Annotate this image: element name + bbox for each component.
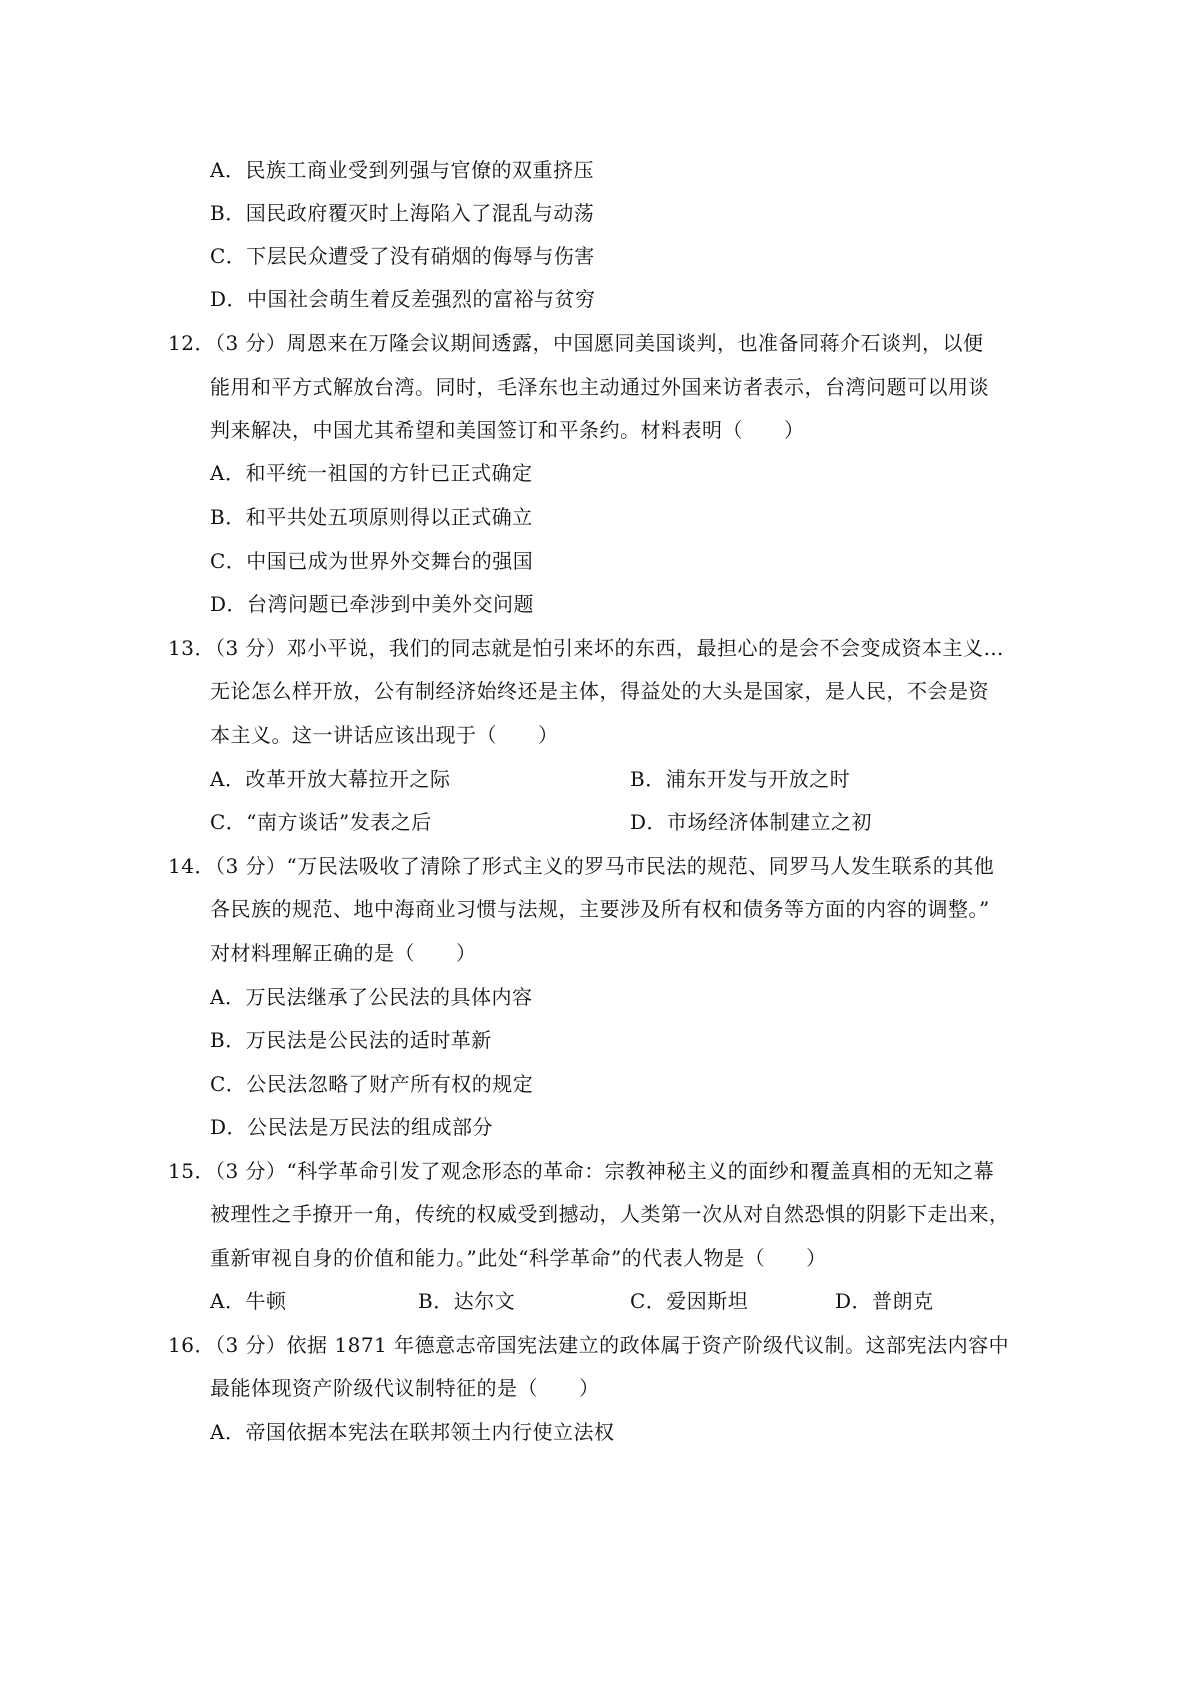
q15-option-c: C．爱因斯坦 xyxy=(630,1289,749,1313)
q16-stem-line2: 最能体现资产阶级代议制特征的是（ ） xyxy=(210,1376,600,1400)
q15-option-b: B．达尔文 xyxy=(418,1289,516,1313)
q13-option-c: C．“南方谈话”发表之后 xyxy=(210,810,432,834)
q12-stem-line2: 能用和平方式解放台湾。同时，毛泽东也主动通过外国来访者表示，台湾问题可以用谈 xyxy=(210,375,989,399)
q15-option-d: D．普朗克 xyxy=(835,1289,934,1313)
q15-option-a: A．牛顿 xyxy=(210,1289,287,1313)
q11-option-c: C．下层民众遭受了没有硝烟的侮辱与伤害 xyxy=(210,244,595,268)
q13-option-d: D．市场经济体制建立之初 xyxy=(630,810,873,834)
q14-stem-line3: 对材料理解正确的是（ ） xyxy=(210,941,477,965)
q14-option-d: D．公民法是万民法的组成部分 xyxy=(210,1115,494,1139)
q12-stem-line3: 判来解决，中国尤其希望和美国签订和平条约。材料表明（ ） xyxy=(210,418,805,442)
q14-stem-line2: 各民族的规范、地中海商业习惯与法规，主要涉及所有权和债务等方面的内容的调整。” xyxy=(210,897,990,921)
q12-option-c: C．中国已成为世界外交舞台的强国 xyxy=(210,549,534,573)
q12-option-b: B．和平共处五项原则得以正式确立 xyxy=(210,505,533,529)
q13-stem-line2: 无论怎么样开放，公有制经济始终还是主体，得益处的大头是国家，是人民，不会是资 xyxy=(210,679,989,703)
q12-option-a: A．和平统一祖国的方针已正式确定 xyxy=(210,461,533,485)
q11-option-a: A．民族工商业受到列强与官僚的双重挤压 xyxy=(210,158,594,182)
q12-option-d: D．台湾问题已牵涉到中美外交问题 xyxy=(210,592,535,616)
q14-option-b: B．万民法是公民法的适时革新 xyxy=(210,1028,492,1052)
q14-option-c: C．公民法忽略了财产所有权的规定 xyxy=(210,1072,534,1096)
q15-stem-line2: 被理性之手撩开一角，传统的权威受到撼动，人类第一次从对自然恐惧的阴影下走出来， xyxy=(210,1202,1010,1226)
q14-option-a: A．万民法继承了公民法的具体内容 xyxy=(210,985,533,1009)
q16-option-a: A．帝国依据本宪法在联邦领土内行使立法权 xyxy=(210,1420,615,1444)
q15-stem-line1: 15．（3 分）“科学革命引发了观念形态的革命：宗教神秘主义的面纱和覆盖真相的无知之幕 xyxy=(168,1159,995,1183)
q11-option-d: D．中国社会萌生着反差强烈的富裕与贫穷 xyxy=(210,287,596,311)
q13-option-a: A．改革开放大幕拉开之际 xyxy=(210,767,451,791)
q15-stem-line3: 重新审视自身的价值和能力。”此处“科学革命”的代表人物是（ ） xyxy=(210,1246,827,1270)
q11-option-b: B．国民政府覆灭时上海陷入了混乱与动荡 xyxy=(210,201,595,225)
q12-stem-line1: 12．（3 分）周恩来在万隆会议期间透露，中国愿同美国谈判，也准备同蒋介石谈判，以便 xyxy=(168,331,984,355)
q14-stem-line1: 14．（3 分）“万民法吸收了清除了形式主义的罗马市民法的规范、同罗马人发生联系的其他 xyxy=(168,854,995,878)
q13-stem-line3: 本主义。这一讲话应该出现于（ ） xyxy=(210,723,559,747)
q16-stem-line1: 16．（3 分）依据 1871 年德意志帝国宪法建立的政体属于资产阶级代议制。这部宪法内容中 xyxy=(168,1333,1010,1357)
q13-stem-line1: 13．（3 分）邓小平说，我们的同志就是怕引来坏的东西，最担心的是会不会变成资本主义… xyxy=(168,636,1005,660)
q13-option-b: B．浦东开发与开放之时 xyxy=(630,767,851,791)
